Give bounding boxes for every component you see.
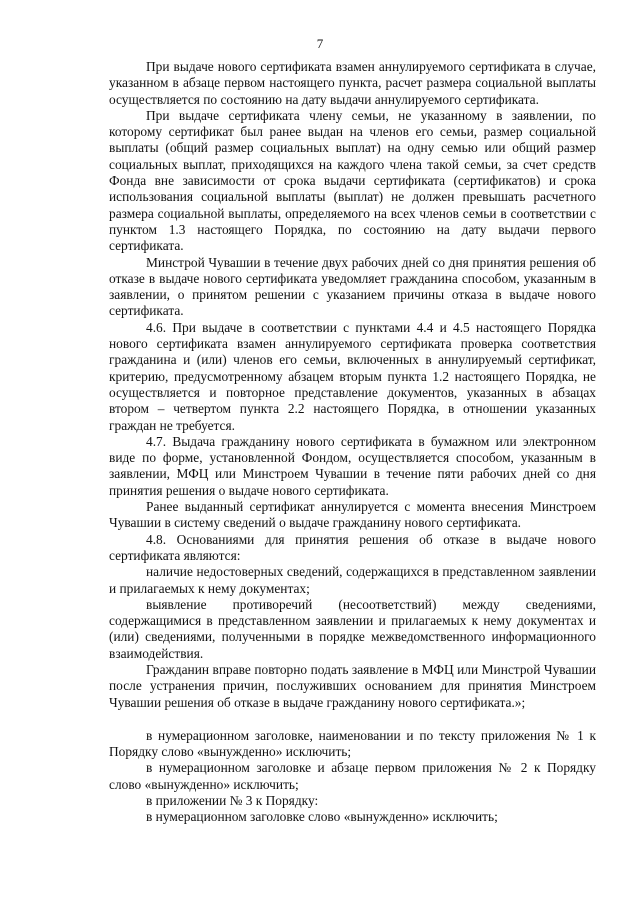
paragraph: При выдаче сертификата члену семьи, не указанному в заявлении, по которому сертификат был ранее выдан на членов его семьи, размер социальной выплаты (общий размер социальных выплат) на одну семью или общий размер социальных выплат, приходящихся на каждого члена такой семьи, за счет средств Фонда вне зависимости от срока выдачи сертификата (сертификатов) и срока использования социальной выплаты (выплат) не должен превышать расчетного размера социальной выплаты, определяемого на всех членов семьи в соответствии с пунктом 1.3 настоящего Порядка, по состоянию на дату выдачи первого сертификата.: [109, 107, 596, 254]
paragraph: 4.7. Выдача гражданину нового сертификата в бумажном или электронном виде по форме, установленной Фондом, осуществляется способом, указанным в заявлении, МФЦ или Минстроем Чувашии в течение пяти рабочих дней со дня принятия решения о выдаче нового сертификата.: [109, 433, 596, 498]
paragraph: в нумерационном заголовке, наименовании и по тексту приложения № 1 к Порядку слово «вынужденно» исключить;: [109, 727, 596, 760]
paragraph: Гражданин вправе повторно подать заявление в МФЦ или Минстрой Чувашии после устранения причин, послуживших основанием для принятия Минстроем Чувашии решения об отказе в выдаче гражданину нового сертификата.»;: [109, 661, 596, 710]
paragraph: Ранее выданный сертификат аннулируется с момента внесения Минстроем Чувашии в систему сведений о выдаче гражданину нового сертификата.: [109, 499, 596, 531]
paragraph: в нумерационном заголовке слово «вынужденно» исключить;: [146, 809, 498, 825]
document-body: [109, 59, 596, 826]
page-number: 7: [316, 36, 324, 51]
paragraph: в нумерационном заголовке и абзаце первом приложения № 2 к Порядку слово «вынужденно» исключить;: [109, 760, 596, 792]
paragraph: При выдаче нового сертификата взамен аннулируемого сертификата в случае, указанном в абзаце первом настоящего пункта, расчет размера социальной выплаты осуществляется по состоянию на дату выдачи аннулируемого сертификата.: [109, 59, 596, 107]
paragraph: выявление противоречий (несоответствий) между сведениями, содержащимися в представленном заявлении и прилагаемых к нему документах и (или) сведениями, полученными в порядке межведомственного информационного взаимодействия.: [109, 596, 596, 661]
paragraph: 4.6. При выдаче в соответствии с пунктами 4.4 и 4.5 настоящего Порядка нового сертификата взамен аннулируемого сертификата проверка соответствия гражданина и (или) членов его семьи, включенных в аннулируемый сертификат, критерию, предусмотренному абзацем вторым пункта 1.2 настоящего Порядка, не осуществляется и повторное представление документов, указанных в абзацах втором – четвертом пункта 2.2 настоящего Порядка, в отношении указанных граждан не требуется.: [109, 319, 596, 433]
paragraph: в приложении № 3 к Порядку:: [146, 793, 319, 809]
paragraph: Минстрой Чувашии в течение двух рабочих дней со дня принятия решения об отказе в выдаче нового сертификата уведомляет гражданина способом, указанным в заявлении, о принятом решении с указанием причины отказа в выдаче нового сертификата.: [109, 254, 596, 319]
paragraph: 4.8. Основаниями для принятия решения об отказе в выдаче нового сертификата являются:: [109, 531, 596, 563]
paragraph: наличие недостоверных сведений, содержащихся в представленном заявлении и прилагаемых к нему документах;: [109, 564, 596, 596]
